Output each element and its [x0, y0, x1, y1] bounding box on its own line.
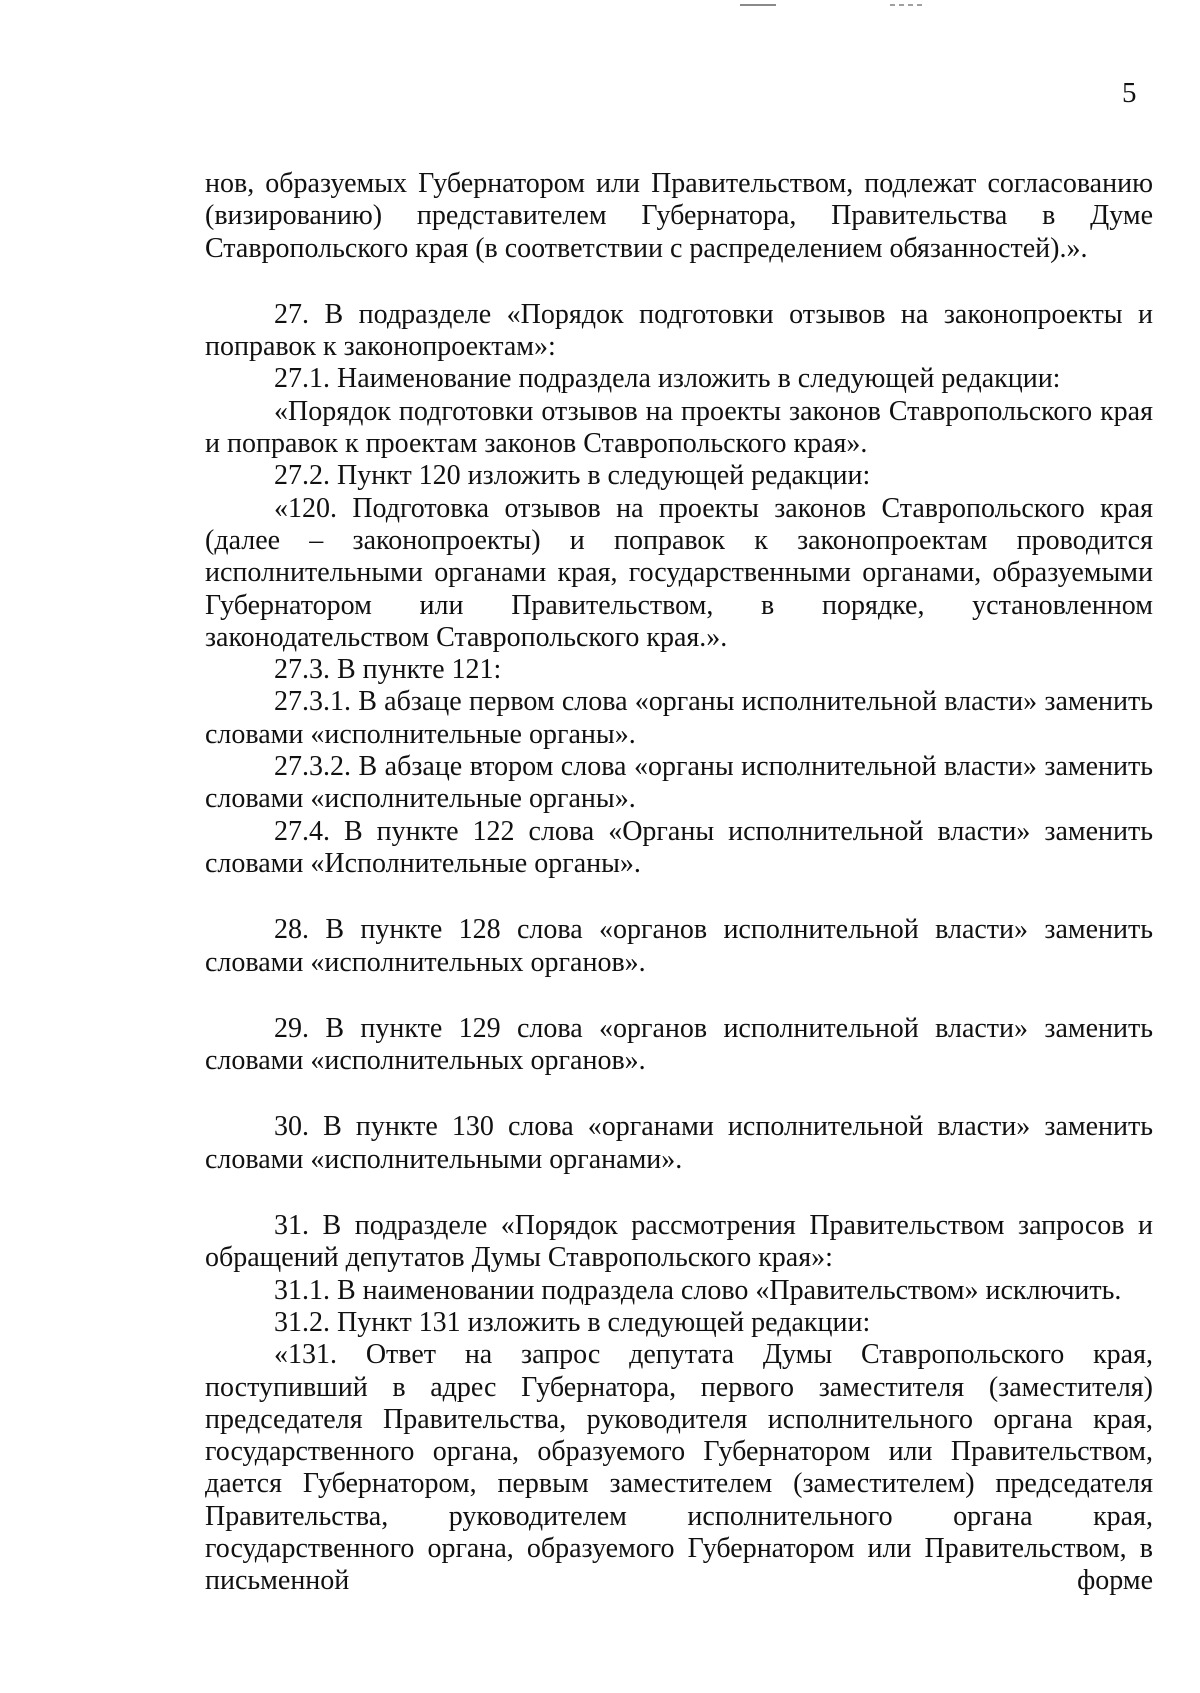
paragraph-item-30: 30. В пункте 130 слова «органами исполнительной власти» заменить словами «исполнительными органами». — [205, 1111, 1153, 1175]
page-number: 5 — [1122, 77, 1137, 109]
paragraph-item-31: 31. В подразделе «Порядок рассмотрения Правительством запросов и обращений депутатов Думы Ставропольского края»: — [205, 1210, 1153, 1274]
paragraph-item-31-1: 31.1. В наименовании подраздела слово «Правительством» исключить. — [274, 1274, 1122, 1306]
paragraph-item-27-3: 27.3. В пункте 121: — [274, 654, 502, 686]
scan-artifact-dots — [890, 4, 924, 6]
paragraph-continuation: нов, образуемых Губернатором или Правительством, подлежат согласованию (визированию) представителем Губернатора, Правительства в Думе Ставропольского края (в соответствии с распределением обязанностей).». — [205, 168, 1153, 264]
paragraph-item-27-1: 27.1. Наименование подраздела изложить в следующей редакции: — [274, 363, 1061, 395]
paragraph-item-29: 29. В пункте 129 слова «органов исполнительной власти» заменить словами «исполнительных органов». — [205, 1012, 1153, 1077]
paragraph-item-27-2: 27.2. Пункт 120 изложить в следующей редакции: — [274, 460, 871, 492]
paragraph-item-27: 27. В подразделе «Порядок подготовки отзывов на законопроекты и поправок к законопроектам»: — [205, 298, 1153, 363]
scan-artifact-dash — [740, 4, 776, 6]
paragraph-item-28: 28. В пункте 128 слова «органов исполнительной власти» заменить словами «исполнительных органов». — [205, 914, 1153, 978]
paragraph-item-27-4: 27.4. В пункте 122 слова «Органы исполнительной власти» заменить словами «Исполнительные органы». — [205, 815, 1153, 879]
paragraph-item-131-text: «131. Ответ на запрос депутата Думы Ставропольского края, поступивший в адрес Губернатора, первого заместителя (заместителя) председателя Правительства, руководителя исполнительного органа края, государственного органа, образуемого Губернатором или Правительством, дается Губернатором, первым заместителем (заместителем) председателя Правительства, руководителем исполнительного органа края, государственного органа, образуемого Губернатором или Правительством, в письменной форме — [205, 1339, 1153, 1597]
paragraph-item-27-1-text: «Порядок подготовки отзывов на проекты законов Ставропольского края и поправок к проектам законов Ставропольского края». — [205, 395, 1153, 460]
scan-artifact-marks — [740, 0, 940, 10]
document-body — [205, 168, 1153, 1598]
paragraph-item-31-2: 31.2. Пункт 131 изложить в следующей редакции: — [274, 1306, 871, 1338]
paragraph-item-27-3-2: 27.3.2. В абзаце втором слова «органы исполнительной власти» заменить словами «исполнительные органы». — [205, 751, 1153, 815]
paragraph-item-120-text: «120. Подготовка отзывов на проекты законов Ставропольского края (далее – законопроекты) и поправок к законопроектам проводится исполнительными органами края, государственными органами, образуемыми Губернатором или Правительством, в порядке, установленном законодательством Ставропольского края.». — [205, 492, 1153, 653]
paragraph-item-27-3-1: 27.3.1. В абзаце первом слова «органы исполнительной власти» заменить словами «исполнительные органы». — [205, 686, 1153, 750]
